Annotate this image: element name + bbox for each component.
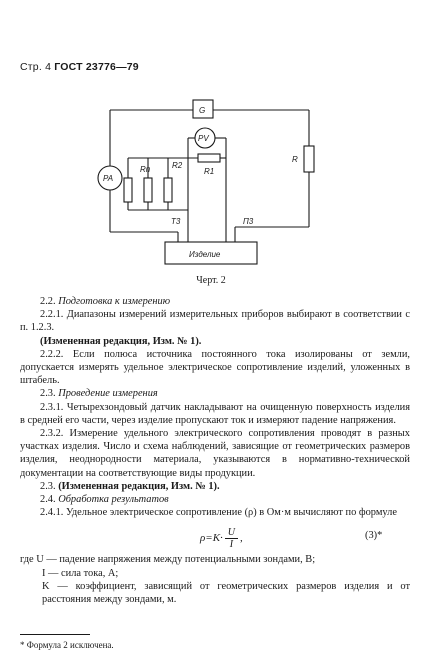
rp-label: Rп <box>140 165 151 174</box>
paragraph-2-4-1: 2.4.1. Удельное электрическое сопротивление (ρ) в Ом·м вычисляют по формуле <box>40 507 397 519</box>
formula-numerator: U <box>225 527 238 539</box>
standard-code: ГОСТ 23776—79 <box>54 61 139 73</box>
voltmeter-label: PV <box>198 134 209 143</box>
edit-note-2-number: 2.3. <box>40 480 56 492</box>
t3-label: T3 <box>171 217 181 226</box>
product-label: Изделие <box>189 250 221 259</box>
edit-note-1: (Измененная редакция, Изм. № 1). <box>40 335 202 347</box>
section-2-4-heading <box>20 493 410 506</box>
section-2-2-title: Подготовка к измерению <box>58 296 171 307</box>
definition-k: K — коэффициент, зависящий от геометрических размеров изделия и от расстояния между зондами, м. <box>42 580 410 606</box>
section-2-2-number: 2.2. <box>40 296 56 307</box>
formula-denominator: I <box>229 539 234 551</box>
definition-i: I — сила тока, А; <box>42 567 119 579</box>
edit-note-2-text: (Измененная редакция, Изм. № 1). <box>58 480 220 492</box>
section-2-3-number: 2.3. <box>40 388 56 400</box>
edit-note-2 <box>20 480 410 493</box>
formula-tail: , <box>240 532 243 545</box>
formula-lhs: ρ=K· <box>200 532 223 545</box>
section-2-4-title: Обработка результатов <box>58 494 169 506</box>
paragraph-2-3-2: 2.3.2. Измерение удельного электрического сопротивления проводят в разных участках изделия. Число и схема наблюдений, зависящие от геометрических размеров изделия, неоднородности материала, указываются в нормативно-технической документации на соответствующие виды продукции. <box>20 428 410 479</box>
page-number: Стр. 4 <box>20 61 52 73</box>
section-2-3-heading <box>20 387 410 400</box>
resistor-r2 <box>164 178 172 202</box>
section-2-2-heading <box>20 295 410 308</box>
variable-definitions <box>20 553 410 606</box>
paragraph-2-2-1: 2.2.1. Диапазоны измерений измерительных приборов выбирают в соответствии с п. 1.2.3. <box>20 309 410 334</box>
formula-fraction <box>225 527 238 550</box>
definition-u <box>20 553 410 566</box>
r-label: R <box>292 155 298 164</box>
formula-3 <box>20 519 410 553</box>
resistor-rp-1 <box>124 178 132 202</box>
section-2-4-number: 2.4. <box>40 494 56 506</box>
resistor-r1 <box>198 154 220 162</box>
circuit-diagram <box>0 0 422 300</box>
p3-label: П3 <box>243 217 254 226</box>
generator-label: G <box>199 106 206 115</box>
r1-label: R1 <box>204 167 215 176</box>
formula-expression <box>200 527 243 550</box>
section-2-3-title: Проведение измерения <box>58 388 158 400</box>
where-intro: где <box>20 554 34 566</box>
resistor-r <box>304 146 314 172</box>
paragraph-2-2-2: 2.2.2. Если полюса источника постоянного тока изолированы от земли, допускается измерять удельное электрическое сопротивление изделий, уложенных в штабель. <box>20 348 410 387</box>
definition-u-text: U — падение напряжения между потенциальными зондами, В; <box>36 554 316 566</box>
footnote-rule <box>20 634 90 635</box>
ammeter-label: PA <box>103 174 114 183</box>
body-text <box>20 295 410 606</box>
r2-label: R2 <box>172 161 183 170</box>
resistor-rp-2 <box>144 178 152 202</box>
formula-number: (3)* <box>365 530 383 542</box>
figure-caption: Черт. 2 <box>196 275 226 286</box>
paragraph-2-3-1: 2.3.1. Четырехзондовый датчик накладывают на очищенную поверхность изделия в средней его части, через изделие пропускают ток и измеряют падение напряжения. <box>20 401 410 426</box>
footnote: * Формула 2 исключена. <box>20 640 114 650</box>
